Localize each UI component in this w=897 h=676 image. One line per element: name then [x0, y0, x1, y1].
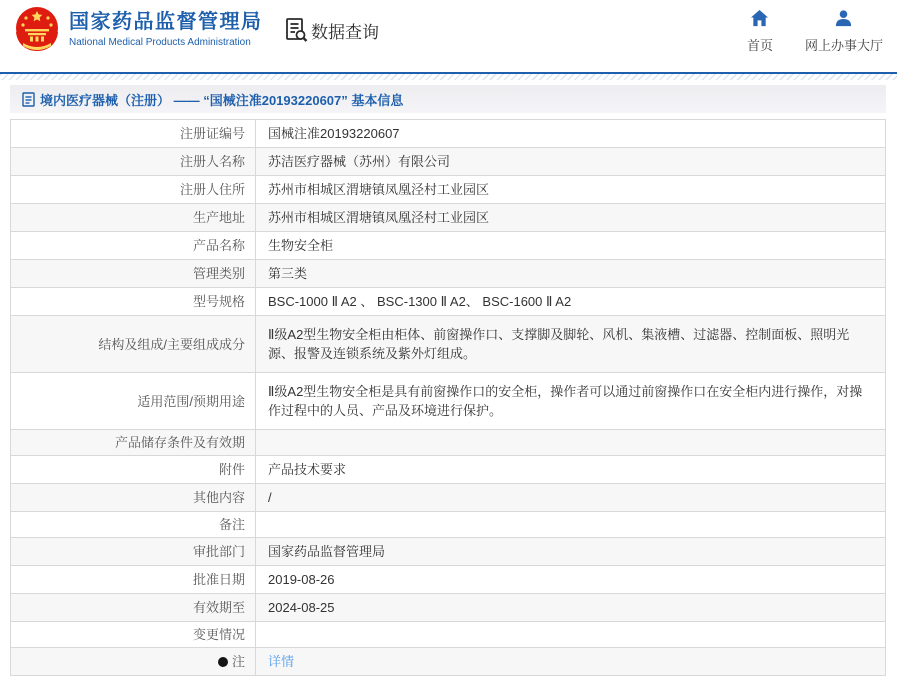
data-query-label: 数据查询: [311, 22, 379, 42]
row-value: [256, 512, 885, 537]
row-value: /: [268, 490, 272, 505]
table-row: [11, 648, 885, 675]
logo-text: [69, 10, 263, 48]
row-value: 2024-08-25: [268, 600, 335, 615]
header-nav: [747, 9, 883, 54]
row-label: 生产地址: [11, 204, 256, 231]
table-row: [11, 622, 885, 648]
home-icon: [750, 9, 769, 28]
table-row: [11, 204, 885, 232]
row-label: 管理类别: [11, 260, 256, 287]
row-value: 苏州市相城区渭塘镇凤凰泾村工业园区: [268, 182, 490, 197]
table-row: [11, 373, 885, 430]
breadcrumb: [10, 85, 886, 113]
row-label: 产品储存条件及有效期: [11, 430, 256, 455]
table-row: [11, 512, 885, 538]
table-row: [11, 594, 885, 622]
national-emblem-icon: [13, 5, 61, 53]
row-value: 苏洁医疗器械（苏州）有限公司: [268, 154, 451, 169]
document-search-icon: [285, 17, 309, 43]
row-label: 注册证编号: [11, 120, 256, 147]
table-row: [11, 260, 885, 288]
table-row: [11, 456, 885, 484]
row-value: Ⅱ级A2型生物安全柜由柜体、前窗操作口、支撑脚及脚轮、风机、集液槽、过滤器、控制面板、照明光源、报警及连锁系统及紫外灯组成。: [268, 327, 850, 361]
row-value: [256, 648, 885, 675]
row-value: 2019-08-26: [268, 572, 335, 587]
table-row: [11, 484, 885, 512]
site-header: [0, 0, 897, 72]
row-label: 注册人名称: [11, 148, 256, 175]
row-label: 备注: [11, 512, 256, 537]
data-query-menu[interactable]: [285, 17, 379, 43]
page-icon: [22, 92, 35, 107]
row-value: 苏州市相城区渭塘镇凤凰泾村工业园区: [268, 210, 490, 225]
nav-service-hall-label: 网上办事大厅: [804, 38, 883, 53]
row-label: 注: [11, 648, 256, 675]
table-row: [11, 430, 885, 456]
info-table: [10, 119, 886, 676]
row-label: 结构及组成/主要组成成分: [11, 316, 256, 372]
table-row: [11, 288, 885, 316]
row-value: Ⅱ级A2型生物安全柜是具有前窗操作口的安全柜，操作者可以通过前窗操作口在安全柜内进行操作，对操作过程中的人员、产品及环境进行保护。: [268, 384, 863, 418]
row-label: 批准日期: [11, 566, 256, 593]
row-label: 产品名称: [11, 232, 256, 259]
table-row: [11, 120, 885, 148]
row-label: 型号规格: [11, 288, 256, 315]
table-row: [11, 316, 885, 373]
logo-subtitle: National Medical Products Administration: [69, 37, 251, 48]
detail-link[interactable]: 详情: [268, 654, 295, 669]
header-hatch-strip: [0, 74, 897, 80]
table-row: [11, 148, 885, 176]
nav-home-label: 首页: [746, 38, 773, 53]
nmpa-logo[interactable]: [13, 5, 263, 53]
row-value: 产品技术要求: [268, 462, 347, 477]
row-label: 有效期至: [11, 594, 256, 621]
note-balloon-icon: [218, 657, 228, 667]
row-value: [256, 622, 885, 647]
row-value: 国械注准20193220607: [268, 126, 400, 141]
row-label: 注册人住所: [11, 176, 256, 203]
nav-home[interactable]: [747, 9, 773, 54]
row-label: 变更情况: [11, 622, 256, 647]
table-row: [11, 566, 885, 594]
row-label: 适用范围/预期用途: [11, 373, 256, 429]
nav-service-hall[interactable]: [805, 9, 883, 54]
table-row: [11, 538, 885, 566]
row-label: 其他内容: [11, 484, 256, 511]
row-label: 审批部门: [11, 538, 256, 565]
breadcrumb-title: 境内医疗器械（注册） —— “国械注准20193220607” 基本信息: [40, 92, 404, 108]
table-row: [11, 176, 885, 204]
row-label: 附件: [11, 456, 256, 483]
logo-title: 国家药品监督管理局: [69, 11, 263, 33]
table-row: [11, 232, 885, 260]
row-value: [256, 430, 885, 455]
row-value: 国家药品监督管理局: [268, 544, 386, 559]
row-value: 生物安全柜: [268, 238, 334, 253]
row-value: BSC-1000 Ⅱ A2 、 BSC-1300 Ⅱ A2、 BSC-1600 Ⅱ A2: [268, 294, 572, 309]
row-value: 第三类: [268, 266, 308, 281]
user-icon: [834, 9, 853, 28]
